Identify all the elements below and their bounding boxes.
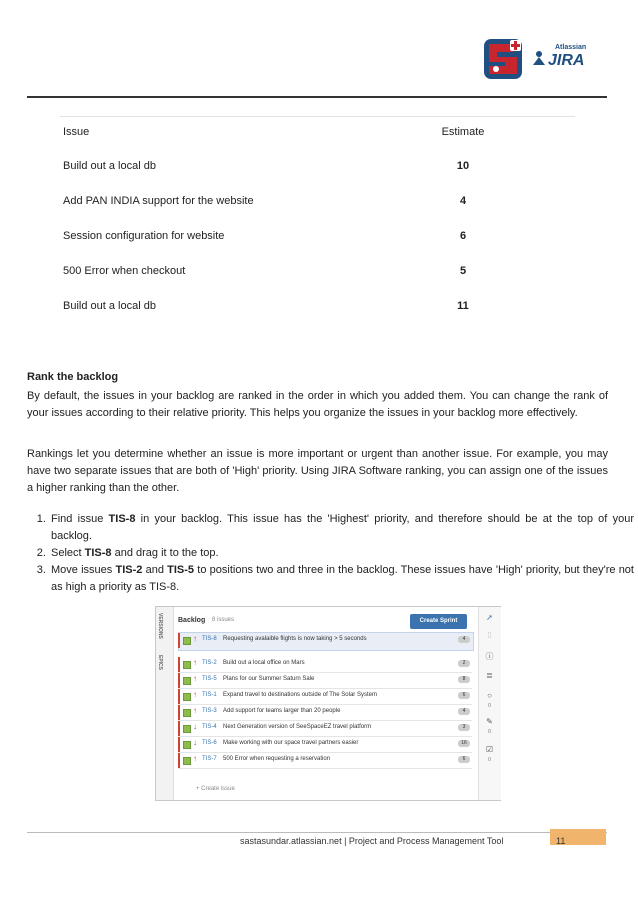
comment-count: 0: [488, 703, 491, 709]
side-tabs: [156, 607, 174, 800]
backlog-issue-row[interactable]: [178, 705, 472, 721]
footer-text: sastasundar.atlassian.net | Project and Process Management Tool: [240, 836, 504, 846]
step-item: 1. Find issue TIS-8 in your backlog. This issue has the 'Highest' priority, and therefore should be at the top of your backlog.: [49, 511, 634, 545]
atlassian-label: Atlassian: [555, 44, 587, 51]
issue-key[interactable]: TIS-3: [202, 708, 217, 714]
estimate-badge: 3: [458, 724, 470, 731]
story-icon: [183, 725, 191, 733]
estimate-badge: 16: [458, 740, 470, 747]
issue-key[interactable]: TIS-8: [202, 636, 217, 642]
priority-icon: ↑: [193, 706, 197, 715]
estimate-badge: 8: [458, 676, 470, 683]
story-icon: [183, 637, 191, 645]
priority-bar: [178, 689, 180, 704]
create-issue-link[interactable]: + Create issue: [196, 786, 235, 792]
issue-summary: Expand travel to destinations outside of The Solar System: [223, 692, 377, 698]
issue-summary: Plans for our Summer Saturn Sale: [223, 676, 315, 682]
estimate-cell: 4: [459, 195, 467, 207]
backlog-issue-row[interactable]: [178, 689, 472, 705]
priority-icon: ↑: [193, 690, 197, 699]
priority-icon: ↑: [193, 754, 197, 763]
issue-summary: Add support for teams larger than 20 people: [223, 708, 341, 714]
attachment-count: 0: [488, 729, 491, 735]
priority-icon: ↓: [193, 722, 197, 731]
estimate-cell: 10: [456, 160, 470, 172]
estimate-cell: 11: [457, 300, 469, 312]
header-rule: [27, 96, 607, 98]
tab-versions[interactable]: VERSIONS: [157, 613, 163, 639]
priority-bar: [178, 753, 180, 768]
backlog-screenshot: [155, 606, 501, 801]
issue-summary: 500 Error when requesting a reservation: [223, 756, 331, 762]
table-row: [63, 258, 528, 293]
issue-key[interactable]: TIS-5: [202, 676, 217, 682]
issue-cell: Build out a local db: [63, 160, 156, 172]
estimate-badge: 2: [458, 660, 470, 667]
issue-key[interactable]: TIS-1: [202, 692, 217, 698]
estimate-badge: 6: [458, 692, 470, 699]
estimate-cell: 5: [459, 265, 467, 277]
story-icon: [183, 677, 191, 685]
column-header-estimate: Estimate: [441, 126, 485, 138]
backlog-issue-row[interactable]: [178, 753, 472, 769]
tab-epics[interactable]: EPICS: [157, 655, 163, 671]
backlog-issue-row[interactable]: [178, 657, 472, 673]
table-header-row: [63, 118, 528, 153]
sastasundar-logo: [483, 38, 523, 80]
story-icon: [183, 693, 191, 701]
table-row: [63, 188, 528, 223]
priority-bar: [178, 721, 180, 736]
issue-cell: Build out a local db: [63, 300, 156, 312]
issue-summary: Requesting avalaible flights is now taking > 5 seconds: [223, 636, 367, 642]
step-item: 3. Move issues TIS-2 and TIS-5 to positions two and three in the backlog. These issues have 'High' priority, but they're not as high a priority as TIS-8.: [49, 562, 634, 596]
jira-logo: [532, 44, 602, 74]
priority-icon: ↑: [193, 658, 197, 667]
table-top-rule: [60, 116, 575, 117]
estimates-table: [63, 118, 528, 328]
priority-bar: [178, 657, 180, 672]
comment-icon[interactable]: ○: [487, 691, 492, 700]
grip-icon: ⁞⁞: [487, 631, 492, 640]
description-icon[interactable]: ≣: [486, 671, 493, 680]
info-icon[interactable]: ⓘ: [485, 652, 494, 661]
priority-bar: [178, 737, 180, 752]
issue-summary: Build out a local office on Mars: [223, 660, 305, 666]
page-number: 11: [556, 836, 566, 846]
issue-key[interactable]: TIS-2: [202, 660, 217, 666]
story-icon: [183, 757, 191, 765]
atlassian-icon: [532, 50, 546, 66]
subtask-icon[interactable]: ☑: [485, 745, 494, 754]
create-sprint-button[interactable]: Create Sprint: [410, 614, 467, 629]
estimate-cell: 6: [459, 230, 467, 242]
story-icon: [183, 661, 191, 669]
issue-summary: Make working with our space travel partners easier: [223, 740, 359, 746]
table-row: [63, 293, 528, 328]
footer-rule: [27, 832, 607, 833]
issue-summary: Next Generation version of SeeSpaceEZ travel platform: [223, 724, 372, 730]
rocket-icon[interactable]: ➚: [486, 613, 493, 622]
priority-bar: [178, 705, 180, 720]
jira-label: JIRA: [548, 52, 585, 69]
subtask-count: 0: [488, 757, 491, 763]
paragraph-ranking-example: Rankings let you determine whether an issue is more important or urgent than another issue. For example, you may have two separate issues that are both of 'High' priority. Using JIRA Software ranking, you can assign one of the issues a higher ranking than the other.: [27, 448, 608, 494]
steps-list: [27, 511, 634, 596]
priority-bar: [178, 633, 180, 648]
step-item: 2. Select TIS-8 and drag it to the top.: [49, 545, 634, 562]
issue-key[interactable]: TIS-6: [202, 740, 217, 746]
backlog-issue-row[interactable]: [178, 673, 472, 689]
priority-bar: [178, 673, 180, 688]
table-row: [63, 223, 528, 258]
estimate-badge: 4: [458, 636, 470, 643]
issue-key[interactable]: TIS-7: [202, 756, 217, 762]
detail-panel-toolbar: [478, 607, 501, 800]
estimate-badge: 4: [458, 708, 470, 715]
section-heading: Rank the backlog: [27, 371, 119, 383]
backlog-title: Backlog: [178, 617, 206, 624]
backlog-issue-row[interactable]: [178, 737, 472, 753]
priority-icon: ↓: [193, 738, 197, 747]
attachment-icon[interactable]: ✎: [486, 717, 493, 726]
priority-icon: ↑: [193, 674, 197, 683]
column-header-issue: Issue: [63, 126, 90, 138]
backlog-issue-row[interactable]: [178, 721, 472, 737]
table-row: [63, 153, 528, 188]
story-icon: [183, 741, 191, 749]
issue-cell: Session configuration for website: [63, 230, 225, 242]
paragraph-default-ranking: By default, the issues in your backlog are ranked in the order in which you added them. You can change the rank of your issues according to their relative priority. This helps you organize the issues in your backlog more effectively.: [27, 390, 608, 419]
priority-icon: ↑: [193, 634, 197, 643]
issue-cell: 500 Error when checkout: [63, 265, 186, 277]
issue-key[interactable]: TIS-4: [202, 724, 217, 730]
issue-cell: Add PAN INDIA support for the website: [63, 195, 254, 207]
backlog-issue-row[interactable]: [178, 633, 472, 648]
estimate-badge: 6: [458, 756, 470, 763]
story-icon: [183, 709, 191, 717]
backlog-issue-count: 8 issues: [212, 617, 235, 623]
